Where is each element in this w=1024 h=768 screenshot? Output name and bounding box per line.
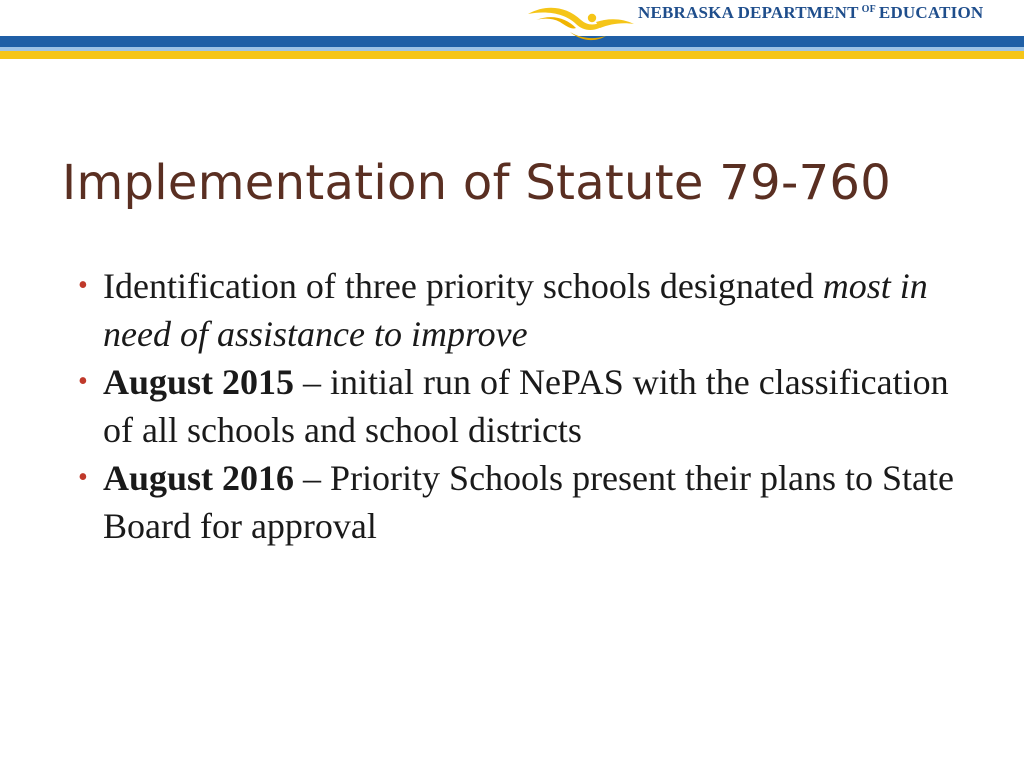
bullet-dot-icon: • [78, 366, 88, 397]
bullet-dot-icon: • [78, 462, 88, 493]
nebraska-education-logo-icon [526, 0, 636, 44]
bullet-dot-icon: • [78, 270, 88, 301]
org-name-of: OF [861, 4, 876, 15]
header-stripe-yellow [0, 51, 1024, 59]
org-name [638, 3, 983, 23]
bullet-text: – Priority Schools present their plans to State Board for approval [103, 458, 954, 546]
bullet-item [78, 358, 958, 454]
header-band [0, 0, 1024, 60]
bullet-text: – initial run of NePAS with the classification of all schools and school districts [103, 362, 949, 450]
slide-title: Implementation of Statute 79-760 [62, 155, 892, 211]
org-name-left: NEBRASKA DEPARTMENT [638, 3, 859, 22]
bullet-item [78, 262, 958, 358]
bullet-list [78, 262, 958, 550]
org-name-right: EDUCATION [878, 3, 984, 22]
header-stripe-blue [0, 36, 1024, 47]
bullet-item [78, 454, 958, 550]
bullet-text: Identification of three priority schools designated [103, 266, 823, 306]
bullet-bold-date: August 2015 [103, 362, 295, 402]
bullet-bold-date: August 2016 [103, 458, 295, 498]
bullet-italic-text: most in need of assistance to improve [103, 266, 928, 354]
